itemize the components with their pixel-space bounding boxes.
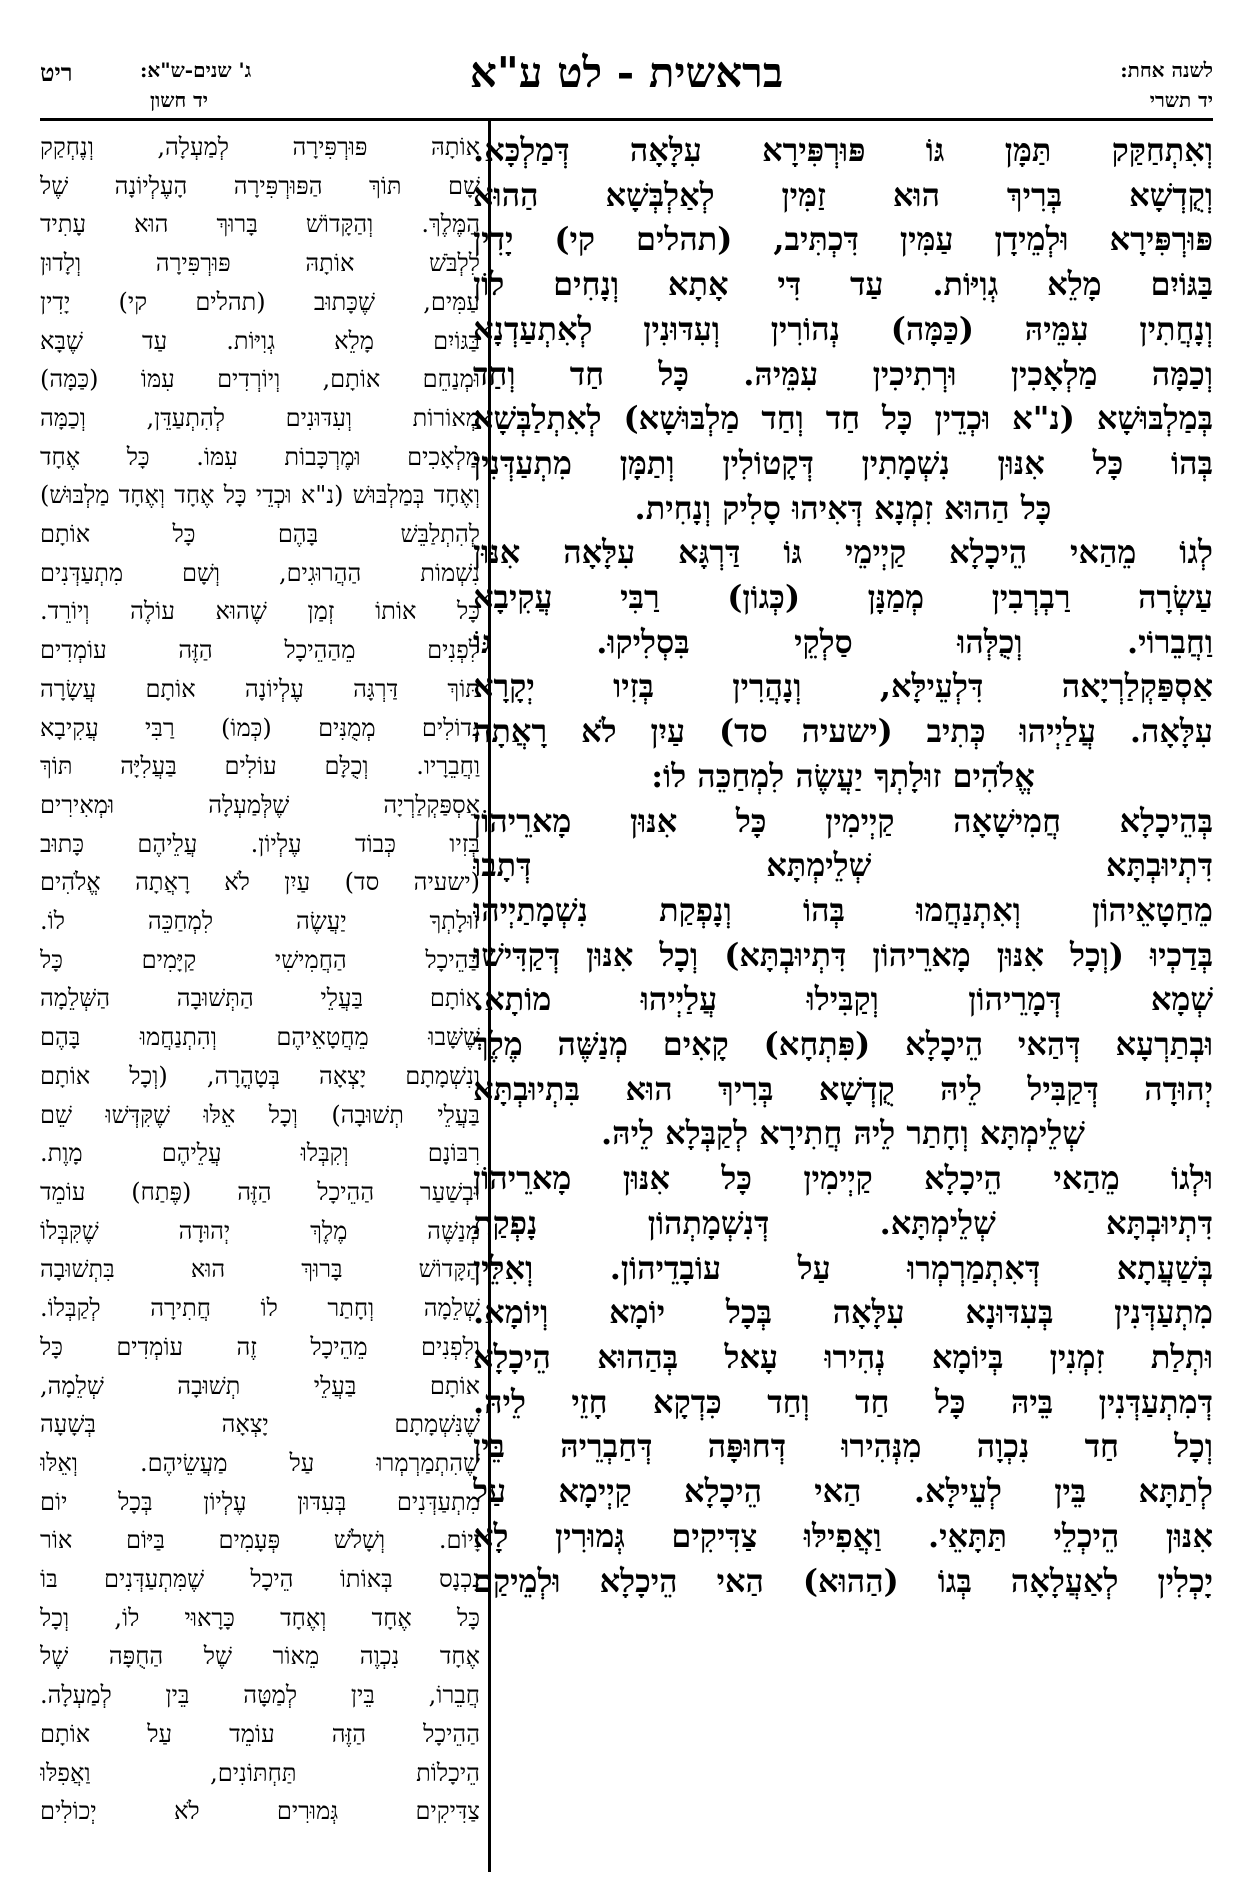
main-text-line: פּוּרְפִּירָא וּלְמֵידָן עַמִּין דִּכְתִּיב, (תהלים קי) יָדִין [473, 220, 1213, 259]
page-header [0, 0, 1253, 112]
main-text-line: וְקֻדְשָׁא בְּרִיךְ הוּא זַמִּין לְאַלְבְּשָׁא הַהוּא [473, 175, 1213, 214]
main-text-line: עִלָּאָה. עֲלַיְיהוּ כְּתִיב (ישעיה סד) עַיִן לֹא רָאֲתָה [473, 712, 1213, 751]
commentary-line: רִבּוֹנָם וְקִבְּלוּ עֲלֵיהֶם מָוֶת. [40, 1139, 480, 1168]
main-text-column [473, 128, 1213, 1868]
main-text-line: וּתְלַת זִמְנִין בְּיוֹמָא נְהִירוּ עָאל בְּהַהוּא הֵיכָלָא [473, 1337, 1213, 1376]
commentary-line: אוֹתָם בַּעֲלֵי תְשׁוּבָה שְׁלֵמָה, [40, 1371, 480, 1400]
page-number: ריט [40, 58, 73, 87]
commentary-line: צַדִּיקִים גְּמוּרִים לֹא יְכוֹלִים [40, 1797, 480, 1826]
commentary-line: מַלְאָכִים וּמֶרְכָּבוֹת עִמּוֹ. כָּל אֶחָד [40, 442, 480, 471]
main-text-line: בַּגּוֹיִם מָלֵא גְוִיּוֹת. עַד דִּי אָתָא וְנָחִים לוֹן [473, 265, 1213, 304]
commentary-line: הַהֵיכָל הַזֶּה עוֹמֵד עַל אוֹתָם [40, 1719, 480, 1748]
schedule-three-years: ג' שנים-ש"א: [140, 58, 252, 82]
commentary-line: מְנַשֶּׁה מֶלֶךְ יְהוּדָה שֶׁקִּבְּלוֹ [40, 1216, 480, 1245]
commentary-line: חֲבֵרוֹ, בֵּין לְמַטָּה בֵּין לְמַעְלָה. [40, 1681, 480, 1710]
commentary-line: אוֹתָם בַּעֲלֵי הַתְּשׁוּבָה הַשְּׁלֵמָה [40, 984, 480, 1013]
commentary-line: אַסְפַּקְלַרְיָה שֶׁלְּמַעְלָה וּמְאִירִים [40, 790, 480, 819]
main-text-line: אֱלֹהִים זוּלָתְךָ יַעֲשֶׂה לִמְחַכֵּה לוֹ: [651, 756, 1035, 795]
commentary-line: וְנִשְׁמָתָם יָצְאָה בְּטָהֳרָה, (וְכָל אוֹתָם [40, 1061, 480, 1090]
commentary-line: וּבְשַׁעַר הַהֵיכָל הַזֶּה (פֶּתַח) עוֹמֵד [40, 1177, 480, 1206]
commentary-line: מְאוֹרוֹת וְעִדּוּנִים לְהִתְעַדֵּן, וְכַמָּה [40, 403, 480, 432]
commentary-line: תּוֹךְ דַּרְגָּה עֶלְיוֹנָה אוֹתָם עֲשָׂרָה [40, 674, 480, 703]
schedule-one-year-date: יד תשרי [1149, 88, 1213, 112]
schedule-one-year: לשנה אחת: [1120, 58, 1213, 82]
main-text-line: בְּדַכְיוּ (וְכָל אִנּוּן מָארֵיהוֹן דִּתְיוּבְתָּא) וְכָל אִנּוּן דְּקַדִּישׁוּ [473, 935, 1213, 974]
commentary-line: וּמְנַחֵם אוֹתָם, וְיוֹרְדִים עִמּוֹ (כַּמָּה) [40, 365, 480, 394]
main-text-line: יָכְלִין לְאַעֲלָאָה בְּגוֹ (הַהוּא) הַאי הֵיכָלָא וּלְמֵיקַם [473, 1561, 1213, 1600]
main-text-line: בְּמַלְבּוּשָׁא (נ"א וּכְדֵין כָּל חַד וְחַד מַלְבּוּשָׁא) לְאִתְלַבְּשָׁא [473, 399, 1213, 438]
commentary-column [40, 128, 480, 1868]
main-text-line: וְנָחֲתִין עִמֵּיהּ (כַּמָּה) נְהוֹרִין וְעִדּוּנִין לְאִתְעַדְנָא [473, 309, 1213, 348]
commentary-line: בַּעֲלֵי תְשׁוּבָה) וְכָל אֵלּוּ שֶׁקִּדְּשׁוּ שֵׁם [40, 1100, 480, 1129]
commentary-line: נִכְנָס בְּאוֹתוֹ הֵיכָל שֶׁמִּתְעַדְּנִים בּוֹ [40, 1565, 480, 1594]
commentary-line: שֶׁנִּשְׁמָתָם יָצְאָה בְּשָׁעָה [40, 1410, 480, 1439]
commentary-line: הֵיכָלוֹת תַּחְתּוֹנִים, וַאֲפִלּוּ [40, 1758, 480, 1787]
commentary-line: וַחֲבֵרָיו. וְכֻלָּם עוֹלִים בַּעֲלִיָּה תּוֹךְ [40, 752, 480, 781]
commentary-line: לִלְבֹּשׁ אוֹתָהּ פּוּרְפִּירָה וְלָדוּן [40, 249, 480, 278]
main-text-line: וְאִתְחַקַּק תַּמָּן גּוֹ פּוּרְפִּירָא עִלָּאָה דְּמַלְכָּא. [473, 131, 1213, 169]
main-text-line: וְכָל חַד נִכְוָה מִנְּהִירוּ דְּחוּפָּה דְּחַבְרֵיהּ בֵּין [473, 1427, 1213, 1466]
commentary-line: וְאֶחָד בְּמַלְבּוּשׁ (נ"א וּכְדֵי כָּל אֶחָד וְאֶחָד מַלְבּוּשׁ) [40, 481, 480, 510]
commentary-line: שֶׁהִתְמַרְמְרוּ עַל מַעֲשֵׂיהֶם. וְאֵלּוּ [40, 1448, 480, 1477]
main-text-line: וַחֲבֵרוֹי. וְכֻלְּהוּ סַלְקֵי בִּסְלִיקוּ. גּוֹ [473, 622, 1213, 661]
commentary-line: לְהִתְלַבֵּשׁ בָּהֶם כָּל אוֹתָם [40, 520, 480, 549]
commentary-line: וְלִפְנִים מֵהֵיכָל זֶה עוֹמְדִים כָּל [40, 1332, 480, 1361]
main-text-line: מֵחַטָאֵיהוֹן וְאִתְנַחֲמוּ בְּהוֹ וְנָפְקַת נִשְׁמָתַיְיהוּ [473, 890, 1213, 929]
commentary-line: לִפְנִים מֵהַהֵיכָל הַזֶּה עוֹמְדִים [40, 636, 480, 665]
commentary-line: כָּל אֶחָד וְאֶחָד כָּרָאוּי לוֹ, וְכָל [40, 1603, 480, 1632]
commentary-line: הַקָּדוֹשׁ בָּרוּךְ הוּא בִּתְשׁוּבָה [40, 1255, 480, 1284]
main-text-line: לְתַתָּא בֵּין לְעֵילָּא. הַאי הֵיכָלָא קַיְימָא עַל [473, 1472, 1213, 1511]
schedule-three-years-date: יד חשון [150, 88, 209, 112]
main-text-line: אַסְפַּקְלַרְיָאה דִּלְעֵילָּא, וְנָהֲרִין בְּזִיו יְקָרָא [473, 667, 1213, 706]
commentary-line: (ישעיה סד) עַיִן לֹא רָאֲתָה אֱלֹהִים [40, 868, 480, 897]
commentary-line: אֶחָד נִכְוֶה מֵאוֹר שֶׁל הַחֻפָּה שֶׁל [40, 1642, 480, 1671]
main-text-line: יְהוּדָה דְּקַבִּיל לֵיהּ קֻדְשָׁא בְּרִיךְ הוּא בִּתְיוּבְתָּא [473, 1069, 1213, 1108]
main-text-line: שְׁלֵימְתָּא וְחָתַר לֵיהּ חֲתִירָא לְקַבְּלָא לֵיהּ. [601, 1114, 1085, 1153]
commentary-line: בְּזִיו כְּבוֹד עֶלְיוֹן. עֲלֵיהֶם כָּתוּב [40, 829, 480, 858]
main-text-line: דִּתְיוּבְתָּא שְׁלֵימְתָּא. דְּנִשְׁמָתְהוֹן נָפְקַת [473, 1203, 1213, 1242]
commentary-line: אוֹתָהּ פּוּרְפִּירָה לְמַעְלָה, וְנֶחְקַק [40, 133, 480, 161]
main-text-line: לְגוֹ מֵהַאי הֵיכָלָא קַיְימֵי גּוֹ דַּרְגָּא עִלָּאָה אִנּוּן [473, 533, 1213, 572]
main-text-line: בְּהֵיכָלָא חֲמִישָׁאָה קַיְימִין כָּל אִנּוּן מָארֵיהוֹן [473, 801, 1213, 840]
commentary-line: מִתְעַדְּנִים בְּעִדּוּן עֶלְיוֹן בְּכָל יוֹם [40, 1487, 480, 1516]
main-text-line: וּבְתַרְעָא דְּהַאי הֵיכָלָא (פִּתְחָא) קָאִים מְנַשֶּׁה מֶלֶךְ [473, 1025, 1213, 1064]
page-title: בראשית - לט ע"א [469, 48, 784, 97]
commentary-line: שָׁם תּוֹךְ הַפּוּרְפִּירָה הָעֶלְיוֹנָה שֶׁל [40, 171, 480, 200]
commentary-line: שְׁלֵמָה וְחָתַר לוֹ חֲתִירָה לְקַבְּלוֹ. [40, 1294, 480, 1323]
header-divider [40, 118, 1213, 121]
commentary-line: גְּדוֹלִים מְמֻנִּים (כְּמוֹ) רַבִּי עֲקִיבָא [40, 713, 480, 742]
main-text-line: שְׁמָא דְּמָרֵיהוֹן וְקַבִּילוּ עֲלַיְיהוּ מוֹתָא. [473, 980, 1213, 1019]
main-text-line: וְכַמָּה מַלְאָכִין וּרְתִיכִין עִמֵּיהּ. כָּל חַד וְחַד [473, 354, 1213, 393]
main-text-line: וּלְגוֹ מֵהַאי הֵיכָלָא קַיְימִין כָּל אִנּוּן מָארֵיהוֹן [473, 1159, 1213, 1198]
commentary-line: וָיוֹם. וְשָׁלֹשׁ פְּעָמִים בַּיּוֹם אוֹר [40, 1526, 480, 1555]
commentary-line: זוּלָתְךָ יַעֲשֶׂה לִמְחַכֵּה לוֹ. [40, 907, 480, 936]
commentary-line: כָּל אוֹתוֹ זְמַן שֶׁהוּא עוֹלֶה וְיוֹרֵד. [40, 597, 480, 626]
commentary-line: נִשְׁמוֹת הַהֲרוּגִים, וְשָׁם מִתְעַדְּנִים [40, 558, 480, 587]
commentary-line: בַּהֵיכָל הַחֲמִישִׁי קַיָּמִים כָּל [40, 945, 480, 974]
main-text-line: דְּמִתְעַדְּנִין בֵּיהּ כָּל חַד וְחַד כִּדְקָא חָזֵי לֵיהּ. [473, 1382, 1213, 1421]
main-text-line: אִנּוּן הֵיכְלֵי תַּתָּאֵי. וַאֲפִילּוּ צַדִּיקִים גְּמוּרִין לָא [473, 1516, 1213, 1555]
main-text-line: דִּתְיוּבְתָּא שְׁלֵימְתָּא דְּתָבוּ [473, 846, 1213, 885]
main-text-line: עַשְׂרָה רַבְרְבִין מְמַנָּן (כְּגוֹן) רַבִּי עֲקִיבָא [473, 578, 1213, 617]
main-text-line: כָּל הַהוּא זִמְנָא דְּאִיהוּ סָלִיק וְנָחִית. [634, 488, 1052, 527]
commentary-line: שֶׁשָּׁבוּ מֵחֲטָאֵיהֶם וְהִתְנַחֲמוּ בָּהֶם [40, 1023, 480, 1052]
commentary-line: עַמִּים, שֶׁכָּתוּב (תהלים קי) יָדִין [40, 287, 480, 316]
main-text-line: בְּשַׁעֲתָא דְּאִתְמַרְמְרוּ עַל עוֹבָדֵיהוֹן. וְאִלֵּין [473, 1248, 1213, 1287]
main-text-line: מִתְעַדְּנִין בְּעִדּוּנָא עִלָּאָה בְּכָל יוֹמָא וְיוֹמָא. [473, 1293, 1213, 1332]
commentary-line: בַּגּוֹיִם מָלֵא גְוִיּוֹת. עַד שֶׁבָּא [40, 326, 480, 355]
main-text-line: בְּהוֹ כָּל אִנּוּן נִשְׁמָתִין דְּקָטוֹלִין וְתַמָּן מִתְעַדְּנִין [473, 443, 1213, 482]
commentary-line: הַמֶּלֶךְ. וְהַקָּדוֹשׁ בָּרוּךְ הוּא עָתִיד [40, 210, 480, 239]
